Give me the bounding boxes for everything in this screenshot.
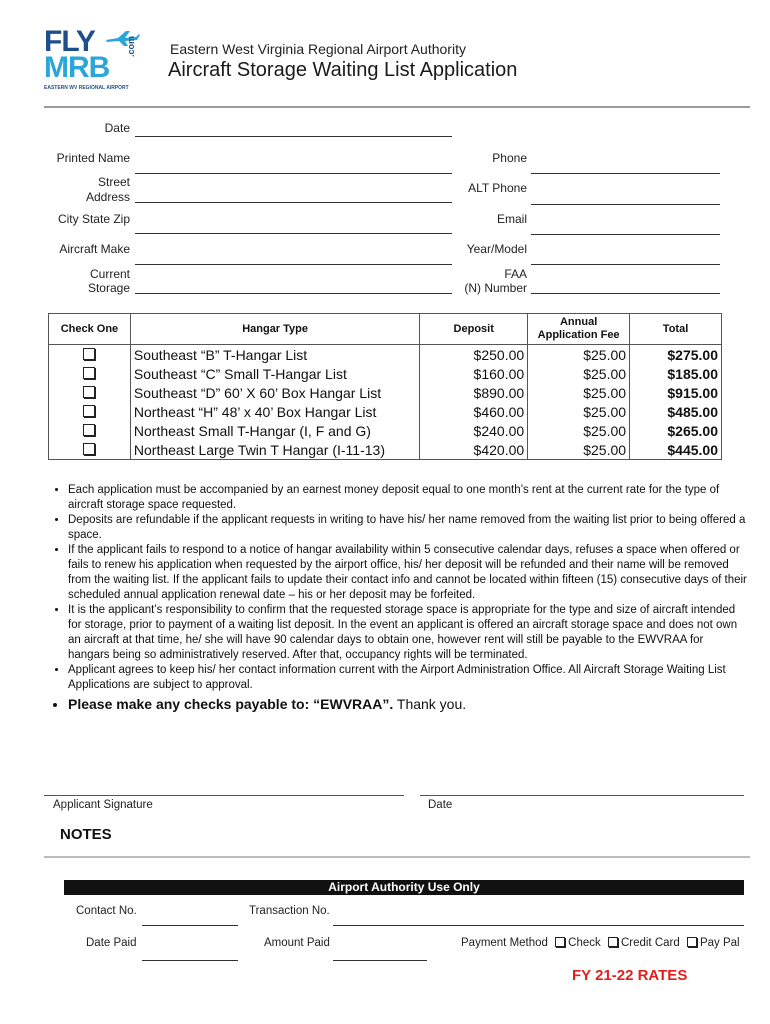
aircraft-make-field[interactable] bbox=[135, 264, 452, 265]
rule-item: • Applicant agrees to keep his/ her contact information current with the Airport Administration Office. All Aircraft Storage Waiting List Applications are subject to approval. bbox=[68, 663, 748, 693]
checkbox[interactable] bbox=[83, 443, 95, 455]
notes-divider bbox=[44, 856, 750, 858]
fee-value: $25.00 bbox=[528, 364, 630, 383]
fee-header-line1: Annual bbox=[559, 316, 598, 328]
date-paid-label: Date Paid bbox=[86, 937, 137, 949]
deposit-value: $250.00 bbox=[420, 345, 528, 365]
street-label: Street bbox=[97, 175, 130, 189]
year-model-label: Year/Model bbox=[466, 242, 527, 256]
hangar-type: Northeast Large Twin T Hangar (I-11-13) bbox=[130, 440, 419, 460]
hangar-type: Northeast “H” 48’ x 40’ Box Hangar List bbox=[130, 402, 419, 421]
transaction-no-label: Transaction No. bbox=[249, 905, 330, 917]
city-state-zip-field[interactable] bbox=[135, 233, 452, 234]
logo-fly-text: FLY bbox=[44, 25, 95, 58]
total-value: $915.00 bbox=[630, 383, 722, 402]
payment-method-label: Payment Method bbox=[461, 937, 548, 949]
city-state-zip-label: City State Zip bbox=[57, 212, 130, 226]
page-title: Aircraft Storage Waiting List Application bbox=[168, 59, 518, 81]
credit-card-checkbox[interactable] bbox=[608, 937, 618, 947]
year-model-field[interactable] bbox=[531, 264, 720, 265]
logo-com-text: .com bbox=[126, 35, 136, 57]
fee-value: $25.00 bbox=[528, 345, 630, 365]
signature-date-label: Date bbox=[428, 799, 453, 811]
checkbox[interactable] bbox=[83, 386, 95, 398]
applicant-signature-field[interactable] bbox=[44, 795, 404, 796]
hangar-checkbox-cell[interactable] bbox=[49, 364, 131, 383]
contact-no-label: Contact No. bbox=[76, 905, 137, 917]
table-row bbox=[49, 383, 722, 402]
payable-thanks: Thank you. bbox=[393, 696, 467, 712]
transaction-no-field[interactable] bbox=[333, 925, 744, 926]
deposit-value: $460.00 bbox=[420, 402, 528, 421]
hangar-checkbox-cell[interactable] bbox=[49, 421, 131, 440]
date-label: Date bbox=[104, 121, 130, 135]
payment-method-row bbox=[461, 937, 740, 949]
table-row bbox=[49, 440, 722, 460]
checkbox[interactable] bbox=[83, 367, 95, 379]
faa-n-number-field[interactable] bbox=[531, 293, 720, 294]
faa-label: FAA bbox=[504, 267, 527, 281]
hangar-checkbox-cell[interactable] bbox=[49, 440, 131, 460]
email-field[interactable] bbox=[531, 234, 720, 235]
fee-value: $25.00 bbox=[528, 402, 630, 421]
hangar-type: Southeast “B” T-Hangar List bbox=[130, 345, 419, 365]
hangar-checkbox-cell[interactable] bbox=[49, 383, 131, 402]
alt-phone-label: ALT Phone bbox=[468, 181, 527, 195]
payable-notice bbox=[68, 694, 748, 714]
deposit-value: $160.00 bbox=[420, 364, 528, 383]
total-value: $265.00 bbox=[630, 421, 722, 440]
hangar-type: Southeast “C” Small T-Hangar List bbox=[130, 364, 419, 383]
total-header: Total bbox=[630, 314, 722, 345]
date-paid-field[interactable] bbox=[142, 960, 238, 961]
n-number-label: (N) Number bbox=[464, 281, 527, 295]
rules-list bbox=[40, 483, 748, 714]
email-label: Email bbox=[496, 212, 527, 226]
table-header-row bbox=[49, 314, 722, 345]
address-label: Address bbox=[85, 190, 130, 204]
check-one-header: Check One bbox=[49, 314, 131, 345]
logo-tagline: EASTERN WV REGIONAL AIRPORT bbox=[44, 85, 129, 91]
logo-mrb-text: MRB bbox=[44, 51, 110, 84]
table-row bbox=[49, 421, 722, 440]
hangar-type-header: Hangar Type bbox=[130, 314, 419, 345]
checkbox[interactable] bbox=[83, 348, 95, 360]
printed-name-field[interactable] bbox=[135, 173, 452, 174]
fee-value: $25.00 bbox=[528, 383, 630, 402]
checkbox[interactable] bbox=[83, 424, 95, 436]
hangar-type: Northeast Small T-Hangar (I, F and G) bbox=[130, 421, 419, 440]
rule-item: • If the applicant fails to respond to a notice of hangar availability within 5 consecutive calendar days, refuses a space when offered or fails to renew his application when requested by the airport office, his/ her deposit will be refunded and their name will be removed from the waiting list. If the applicant fails to update their contact info and cannot be located within fifteen (15) consecutive days of their scheduled annual application renewal date – his or her deposit may be forfeited. bbox=[68, 543, 748, 603]
check-option-label: Check bbox=[568, 937, 601, 949]
credit-card-option-label: Credit Card bbox=[620, 937, 680, 949]
alt-phone-field[interactable] bbox=[531, 204, 720, 205]
signature-date-field[interactable] bbox=[420, 795, 744, 796]
fee-value: $25.00 bbox=[528, 421, 630, 440]
fee-header-line2: Application Fee bbox=[537, 329, 620, 341]
current-storage-field[interactable] bbox=[135, 293, 452, 294]
storage-label: Storage bbox=[87, 281, 130, 295]
notes-heading: NOTES bbox=[60, 826, 112, 843]
printed-name-label: Printed Name bbox=[56, 151, 130, 165]
applicant-signature-label: Applicant Signature bbox=[53, 799, 153, 811]
checkbox[interactable] bbox=[83, 405, 95, 417]
office-use-bar: Airport Authority Use Only bbox=[64, 880, 744, 895]
contact-no-field[interactable] bbox=[142, 925, 238, 926]
phone-field[interactable] bbox=[531, 173, 720, 174]
phone-label: Phone bbox=[492, 151, 527, 165]
date-field[interactable] bbox=[135, 136, 452, 137]
hangar-type: Southeast “D” 60’ X 60’ Box Hangar List bbox=[130, 383, 419, 402]
aircraft-make-label: Aircraft Make bbox=[59, 242, 130, 256]
hangar-table bbox=[48, 313, 722, 460]
application-fee-header bbox=[528, 314, 630, 345]
total-value: $275.00 bbox=[630, 345, 722, 365]
table-row bbox=[49, 402, 722, 421]
total-value: $485.00 bbox=[630, 402, 722, 421]
rule-item: • It is the applicant’s responsibility to confirm that the requested storage space is appropriate for the type and size of aircraft intended for storage, prior to payment of a waiting list deposit. In the event an applicant is offered an aircraft storage space and does not own an aircraft at that time, he/ she will have 90 calendar days to obtain one, however rent will still be payable to the EWVRAA for hangars being so administratively reserved. After that, occupancy rights will be terminated. bbox=[68, 603, 748, 663]
flymrb-logo bbox=[44, 27, 140, 93]
current-label: Current bbox=[89, 267, 130, 281]
table-row bbox=[49, 345, 722, 365]
amount-paid-field[interactable] bbox=[333, 960, 427, 961]
hangar-checkbox-cell[interactable] bbox=[49, 345, 131, 365]
deposit-value: $420.00 bbox=[420, 440, 528, 460]
hangar-checkbox-cell[interactable] bbox=[49, 402, 131, 421]
pay-pal-option-label: Pay Pal bbox=[699, 937, 740, 949]
total-value: $185.00 bbox=[630, 364, 722, 383]
header-divider bbox=[44, 106, 750, 108]
pay-pal-checkbox[interactable] bbox=[687, 937, 697, 947]
street-address-field[interactable] bbox=[135, 202, 452, 203]
check-checkbox[interactable] bbox=[555, 937, 565, 947]
table-row bbox=[49, 364, 722, 383]
deposit-header: Deposit bbox=[420, 314, 528, 345]
amount-paid-label: Amount Paid bbox=[264, 937, 330, 949]
total-value: $445.00 bbox=[630, 440, 722, 460]
fee-value: $25.00 bbox=[528, 440, 630, 460]
deposit-value: $240.00 bbox=[420, 421, 528, 440]
payable-bold: Please make any checks payable to: “EWVRAA”. bbox=[68, 696, 394, 712]
rule-item: • Each application must be accompanied by an earnest money deposit equal to one month’s rent at the current rate for the type of aircraft storage space requested. bbox=[68, 483, 748, 513]
deposit-value: $890.00 bbox=[420, 383, 528, 402]
org-name: Eastern West Virginia Regional Airport Authority bbox=[170, 41, 466, 57]
rates-label: FY 21-22 RATES bbox=[572, 967, 688, 984]
rule-item: • Deposits are refundable if the applicant requests in writing to have his/ her name removed from the waiting list prior to being offered a space. bbox=[68, 513, 748, 543]
